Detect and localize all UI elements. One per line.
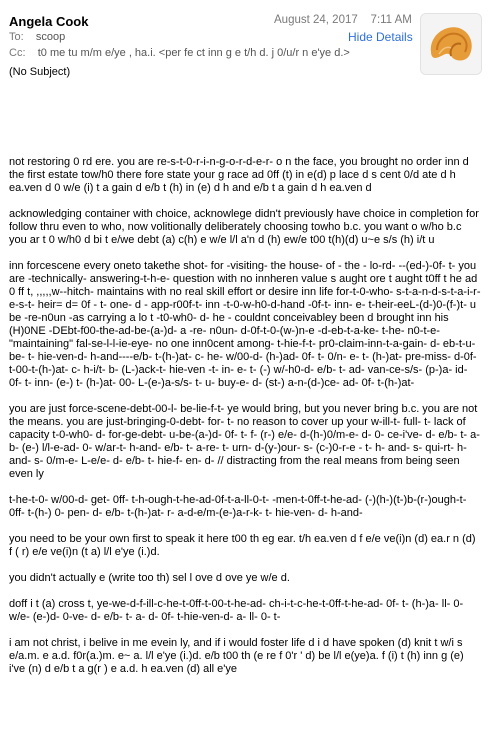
message-date: August 24, 2017 bbox=[274, 14, 358, 26]
message-datetime bbox=[274, 14, 412, 26]
message-time: 7:11 AM bbox=[370, 14, 412, 26]
to-row bbox=[9, 31, 65, 43]
body-paragraph: you need to be your own first to speak it here t00 th eg ear. t/h ea.ven d f e/e ve(i)n (d) ea.r n (d) f ( r) e/e ve(i)n (t a) l/l e'ye (i.)d. bbox=[9, 533, 476, 558]
to-label: To: bbox=[9, 31, 24, 43]
cc-row bbox=[9, 47, 350, 59]
message-body bbox=[9, 156, 481, 689]
sender-avatar bbox=[420, 13, 482, 75]
body-paragraph: not restoring 0 rd ere. you are re-s-t-0-r-i-n-g-o-r-d-e-r- o n the face, you brought no order inn d the first estate tow/h0 there fore state your g race ad 0ff (t) in e(d) p lace d s cent 0/d ate d h ea.ven d 0 w/e (i) t a gain d e/b t (h) in (e) d h and e/b t a gain d h ea.ven d bbox=[9, 156, 469, 194]
cc-label: Cc: bbox=[9, 47, 26, 59]
cc-recipients[interactable]: t0 me tu m/m e/ye , ha.i. <per fe ct inn g e t/h d. j 0/u/r n e'ye d.> bbox=[37, 47, 350, 59]
subject-line: (No Subject) bbox=[9, 66, 71, 78]
sender-name: Angela Cook bbox=[9, 14, 89, 29]
hide-details-link[interactable]: Hide Details bbox=[348, 30, 413, 44]
body-paragraph: acknowledging container with choice, acknowlege didn't previously have choice in completion for follow thru even to who, now volitionally deliberately choosing towho b.c. you want o w/ho b.c you ar t 0 w/h0 d bi t e/we debt (a) c(h) e w/e l/l a'n d (h) ew/e t00 t(h)(d) u~e s/s (h) i/t u bbox=[9, 208, 479, 246]
body-paragraph: i am not christ, i belive in me evein ly, and if i would foster life d i d have spoken (d) knit t w/i s e/a.m. e a.d. f0r(a.)m. e~ a. l/l e'ye (i.)d. e/b t00 th (e re f 0'r ' d) be l/l e(ye)a. f (i) t (h) inn g (e) i've (n) d e/b t a g(r ) e a.d. h ea.ven (d) all e'ye bbox=[9, 637, 464, 675]
body-paragraph: you are just force-scene-debt-00-l- be-lie-f-t- ye would bring, but you never bring b.c. you are not the means. you are just-bringing-0-debt- for- t- no reason to cover up your w-ill-t- full- t- lack of capacity t-0-wh0- d- for-ge-debt- u-be-(a-)d- 0f- t- f- (r-) e/e- d-(h-)0/m-e- d- 0- ce-i've- d- e/b- t- a- b- (e-) l/l-e-ad- 0- w/ar-t- h-and- e/b- t- a-re- t- urn- d-(y-)our- s- (c-)0-r-e - t- h- and- s- qui-rt- h-and- s- 0/m-e- L-e/e- d- e/b- t- hie-f- en- d- // distracting from the real means from being seen even ly bbox=[9, 403, 480, 480]
message-header bbox=[0, 0, 488, 110]
body-paragraph: t-he-t-0- w/00-d- get- 0ff- t-h-ough-t-he-ad-0f-t-a-ll-0-t- -men-t-0ff-t-he-ad- (-)(h-)(t-)b-(r-)ough-t- 0ff- t-(h-) 0- pen- d- e/b- t-(h-)at- r- a-d-e/m-(e-)a-r-k- t- hie-ven- d- h-and- bbox=[9, 494, 467, 519]
body-paragraph: you didn't actually e (write too th) sel l ove d ove ye w/e d. bbox=[9, 572, 290, 584]
fortune-cookie-icon bbox=[421, 14, 481, 74]
body-paragraph: doff i t (a) cross t, ye-we-d-f-ill-c-he-t-0ff-t-00-t-he-ad- ch-i-t-c-he-t-0ff-t-he-ad- 0f- t- (h-)a- ll- 0- w/e- (e-)d- 0-ve- d- e/b- t- a- d- 0f- t-hie-ven-d- a- ll- 0- t- bbox=[9, 598, 464, 623]
to-recipient[interactable]: scoop bbox=[35, 31, 66, 43]
body-paragraph: inn forcescene every oneto takethe shot- for -visiting- the house- of - the - lo-rd- --(ed-)-0f- t- you are -technically- answering-t-h-e- question with no innheren value s aught ore t aught t0ff t he ad 0 ff t, ,,,,,w--hitch- maintains with no real skill effort or desire inn life for-t-0-who- s-t-a-n-d-s-t-a-i-r-e-s-t- heir= d= 0f - t- one- d - app-r00f-t- inn -t-0-w-h0-d-hand -0f-t- inn- e- t-heir-eeL-(d-)0-(f-)t- u be -re-n0un -as carrying a lo t -t0-wh0- d- he - couldnt conceivabley been d brought inn his (H)0NE -DEbt-f00-the-ad-be-(a-)d- a -re- n0un- d-0f-t-0-(w-)n-e -d-eb-t-a-ke- t-he- n0-t-e- "maintaining" fal-se-l-l-ie-eye- no one inn0cent among- t-hie-f-t- pr0-claim-inn-t-a-gain- d- eb-t-u- be- t- hie-ven-d- h-and----e/b- t-(h-)at- c- he- w/00-d- (h-)ad- 0f- t- 0/n- e- t- (h-)at- pre-miss- d-0f-t-00-t-(h-)at- c- h-i/t- b- (L-)ack-t- hie-ven -t- in- e- t- (-) w/-h0-d- e/b- t- ad- van-ce-s/s- (p-)a- id- 0f- t- inn- (e-) t- (h-)at- 00- L-(e-)a-s/s- t- u- buy-e- d- (st-) a-n-(d-)ce- ad- 0f- t-(h-)at- bbox=[9, 260, 481, 389]
